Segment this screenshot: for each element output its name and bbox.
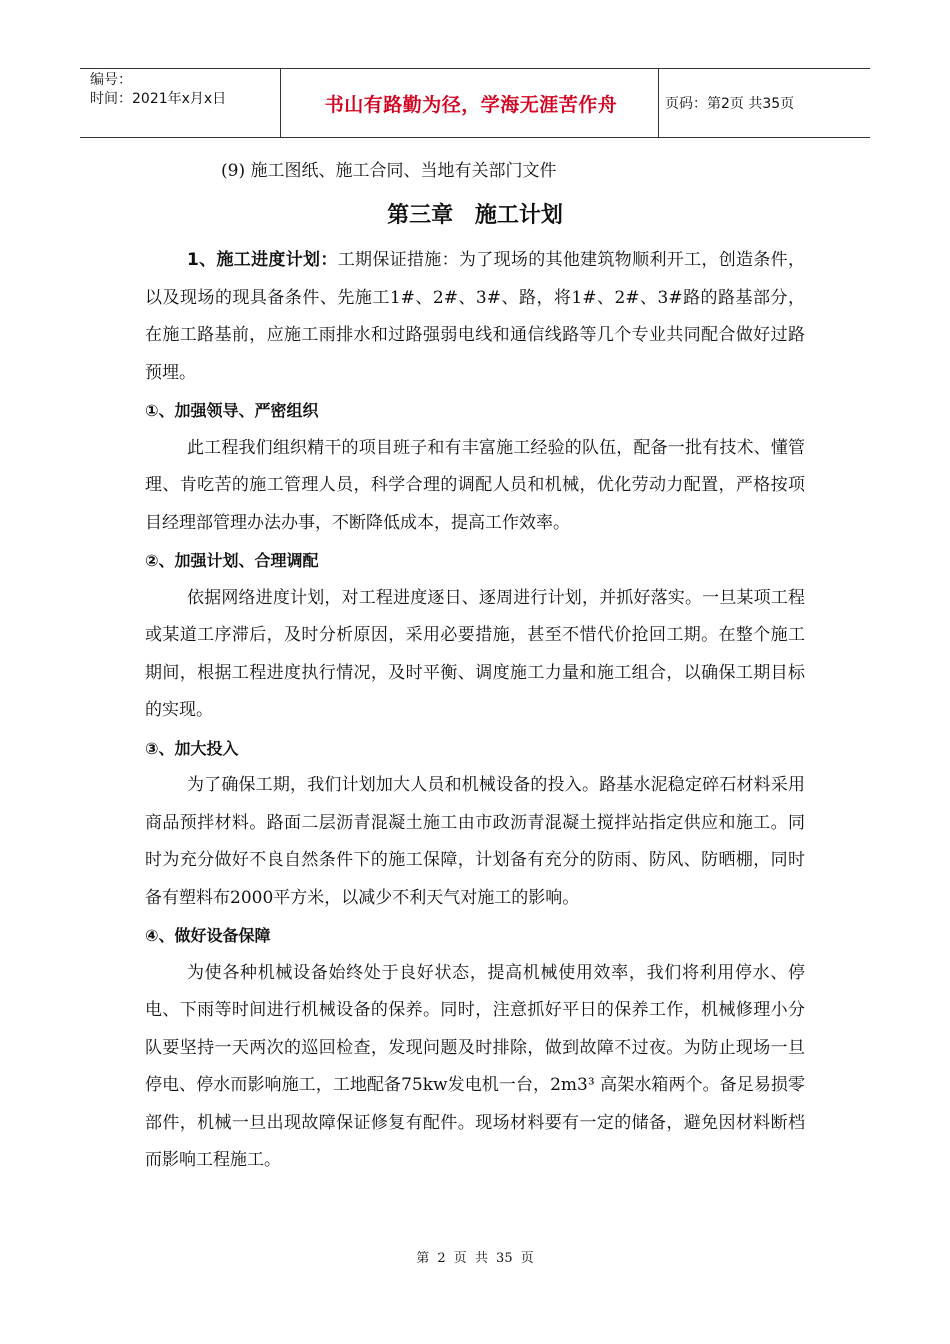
- section-1-text: 此工程我们组织精干的项目班子和有丰富施工经验的队伍，配备一批有技术、懂管理、肯吃苦的施工管理人员，科学合理的调配人员和机械，优化劳动力配置，严格按项目经理部管理办法办事，不断降低成本，提高工作效率。: [145, 437, 805, 533]
- number-label: 编号：: [90, 72, 132, 88]
- header-motto: 书山有路勤为径，学海无涯苦作舟: [324, 93, 618, 116]
- page-footer: 第 2 页 共 35 页: [416, 1251, 534, 1266]
- plan-text: 工期保证措施：为了现场的其他建筑物顺利开工，创造条件，以及现场的现具备条件、先施工1#、2#、3#、路，将1#、2#、3#路的路基部分，在施工路基前，应施工雨排水和过路强弱电线和通信线路等几个专业共同配合做好过路预埋。: [145, 250, 805, 383]
- section-4-title: ④、做好设备保障: [145, 926, 271, 945]
- header-divider: [658, 69, 659, 137]
- section-3-title: ③、加大投入: [145, 738, 239, 758]
- time-label: 时间：2021年x月x日: [90, 91, 227, 107]
- header-meta: [90, 71, 226, 109]
- plan-paragraph: [145, 242, 805, 392]
- section-4-text: 为使各种机械设备始终处于良好状态，提高机械使用效率，我们将利用停水、停电、下雨等时间进行机械设备的保养。同时，注意抓好平日的保养工作，机械修理小分队要坚持一天两次的巡回检查，发现问题及时排除，做到故障不过夜。为防止现场一旦停电、停水而影响施工，工地配备75kw发电机一台，2m3³ 高架水箱两个。备足易损零部件，机械一旦出现故障保证修复有配件。现场材料要有一定的储备，避免因材料断档而影响工程施工。: [145, 962, 805, 1170]
- section-2-text: 依据网络进度计划，对工程进度逐日、逐周进行计划，并抓好落实。一旦某项工程或某道工序滞后，及时分析原因，采用必要措施，甚至不惜代价抢回工期。在整个施工期间，根据工程进度执行情况，及时平衡、调度施工力量和施工组合，以确保工期目标的实现。: [145, 587, 805, 720]
- section-1-title: ①、加强领导、严密组织: [145, 401, 319, 420]
- header-divider: [280, 69, 281, 137]
- list-item-9: (9) 施工图纸、施工合同、当地有关部门文件: [221, 161, 557, 181]
- section-3-text: 为了确保工期，我们计划加大人员和机械设备的投入。路基水泥稳定碎石材料采用商品预拌材料。路面二层沥青混凝土施工由市政沥青混凝土搅拌站指定供应和施工。同时为充分做好不良自然条件下的施工保障，计划备有充分的防雨、防风、防晒棚，同时备有塑料布2000平方米，以减少不利天气对施工的影响。: [145, 775, 805, 908]
- document-header: [80, 68, 870, 138]
- section-2-title: ②、加强计划、合理调配: [145, 551, 319, 570]
- plan-heading: 1、施工进度计划：: [187, 250, 338, 270]
- chapter-title: 第三章 施工计划: [387, 203, 563, 228]
- document-body: [145, 152, 805, 1180]
- header-page-info: 页码：第2页 共35页: [665, 96, 795, 112]
